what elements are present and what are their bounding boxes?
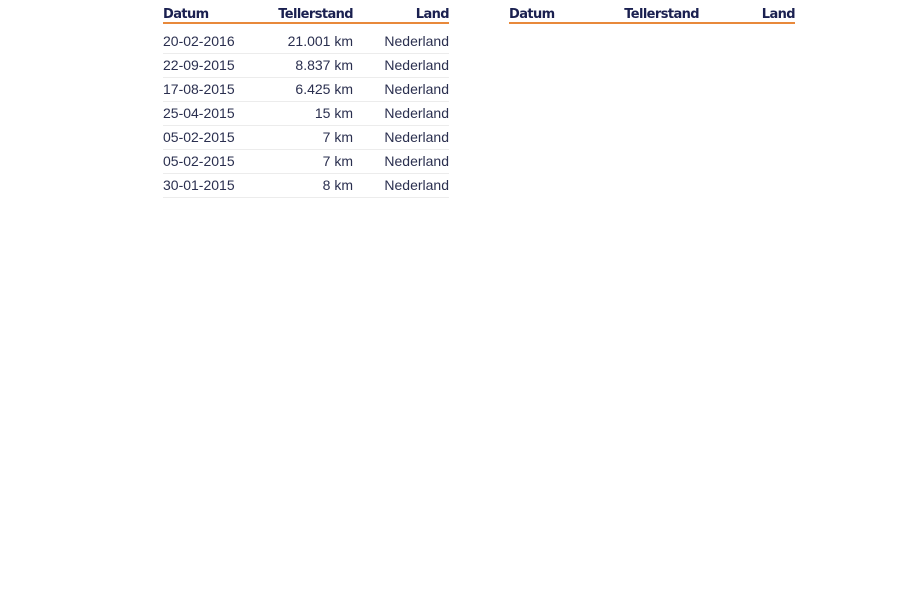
table-header-row bbox=[509, 6, 795, 23]
cell-country: Nederland bbox=[353, 78, 449, 102]
column-header-country: Land bbox=[353, 6, 449, 23]
odometer-history-table-left bbox=[163, 6, 449, 198]
cell-date: 25-04-2015 bbox=[163, 102, 273, 126]
cell-odometer: 8.837 km bbox=[273, 54, 353, 78]
column-header-date: Datum bbox=[509, 6, 619, 23]
table-row bbox=[163, 126, 449, 150]
cell-date: 17-08-2015 bbox=[163, 78, 273, 102]
column-header-odometer: Tellerstand bbox=[619, 6, 699, 23]
column-header-country: Land bbox=[699, 6, 795, 23]
cell-odometer: 8 km bbox=[273, 174, 353, 198]
column-header-date: Datum bbox=[163, 6, 273, 23]
cell-date: 05-02-2015 bbox=[163, 126, 273, 150]
column-header-odometer: Tellerstand bbox=[273, 6, 353, 23]
table-row bbox=[163, 102, 449, 126]
cell-country: Nederland bbox=[353, 150, 449, 174]
cell-country: Nederland bbox=[353, 23, 449, 54]
table-row bbox=[163, 150, 449, 174]
cell-country: Nederland bbox=[353, 174, 449, 198]
table-row bbox=[163, 54, 449, 78]
table-row bbox=[163, 174, 449, 198]
cell-country: Nederland bbox=[353, 54, 449, 78]
table-header-row bbox=[163, 6, 449, 23]
cell-odometer: 7 km bbox=[273, 150, 353, 174]
cell-odometer: 7 km bbox=[273, 126, 353, 150]
table-row bbox=[163, 78, 449, 102]
table-row bbox=[163, 23, 449, 54]
cell-date: 22-09-2015 bbox=[163, 54, 273, 78]
cell-odometer: 15 km bbox=[273, 102, 353, 126]
odometer-history-table-right bbox=[509, 6, 795, 24]
cell-country: Nederland bbox=[353, 126, 449, 150]
cell-odometer: 6.425 km bbox=[273, 78, 353, 102]
cell-date: 05-02-2015 bbox=[163, 150, 273, 174]
cell-odometer: 21.001 km bbox=[273, 23, 353, 54]
cell-date: 20-02-2016 bbox=[163, 23, 273, 54]
cell-country: Nederland bbox=[353, 102, 449, 126]
cell-date: 30-01-2015 bbox=[163, 174, 273, 198]
